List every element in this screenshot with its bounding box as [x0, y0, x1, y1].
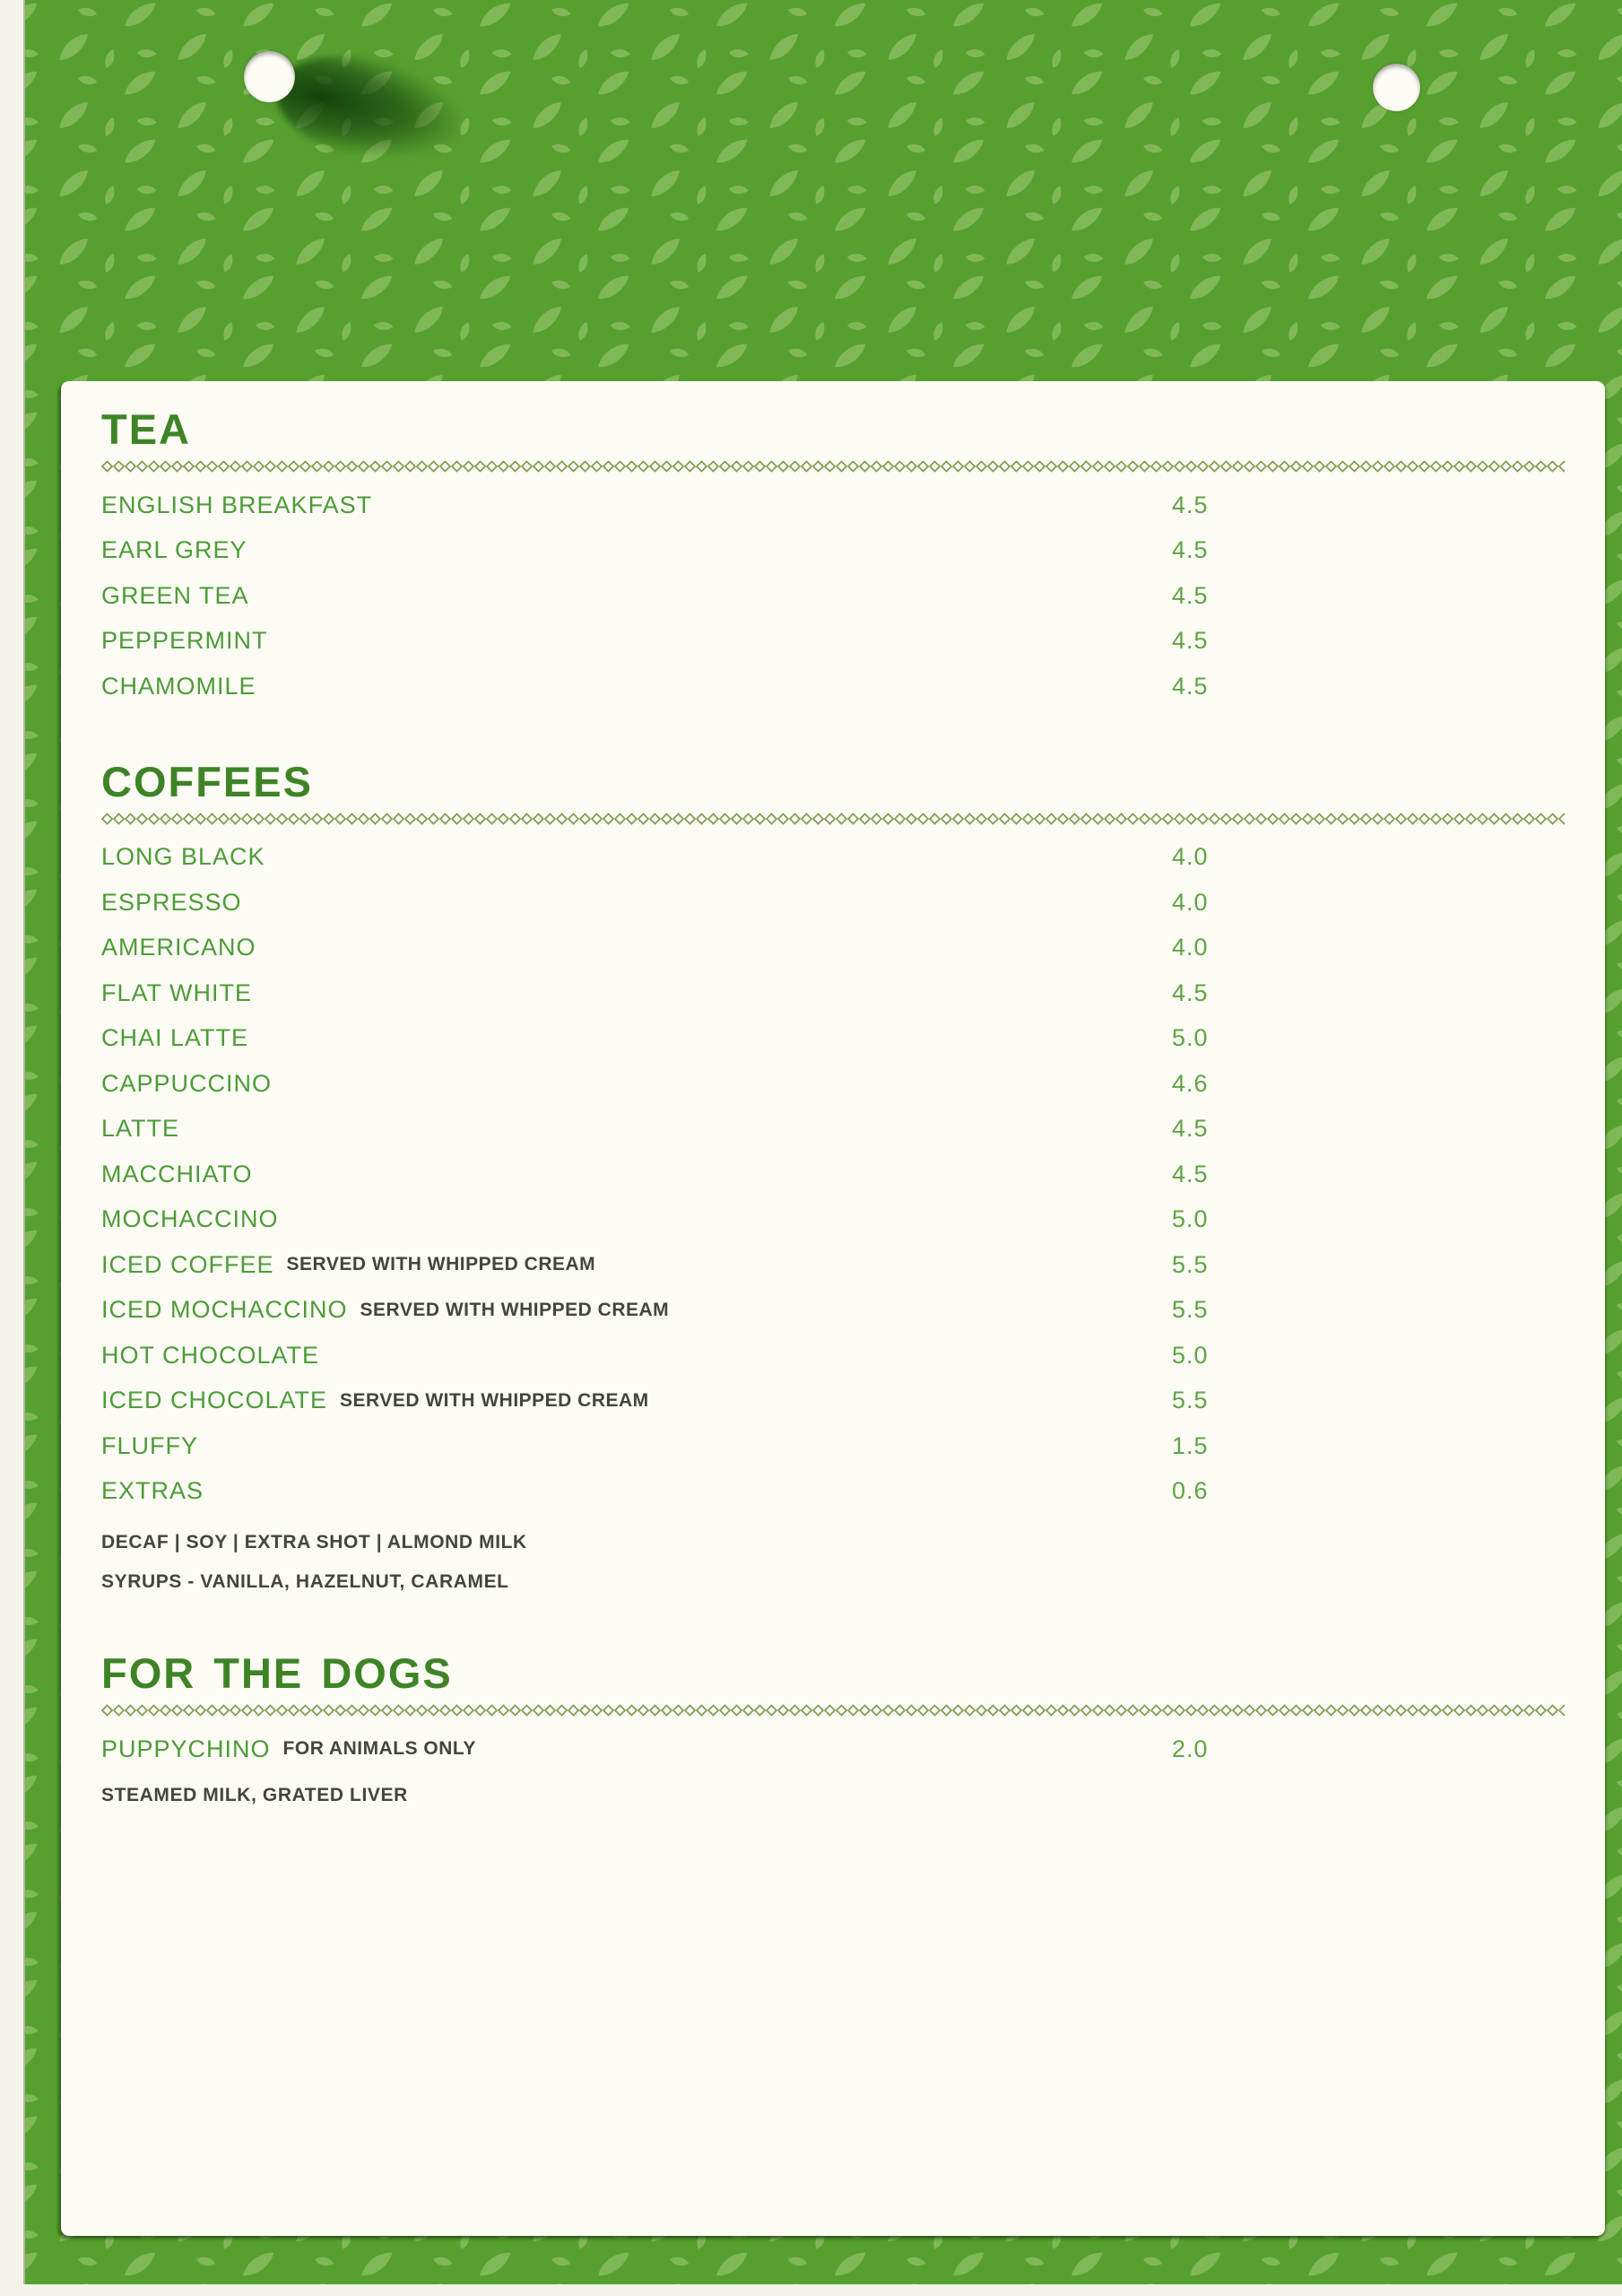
item-price: 4.6 — [1172, 1069, 1209, 1097]
item-price: 4.5 — [1172, 491, 1209, 518]
item-note: SERVED WITH WHIPPED CREAM — [360, 1299, 670, 1320]
item-price: 5.0 — [1172, 1341, 1209, 1369]
item-name: LONG BLACK — [101, 843, 265, 871]
section-footnote: DECAF | SOY | EXTRA SHOT | ALMOND MILK — [101, 1532, 527, 1552]
item-name: MOCHACCINO — [101, 1205, 279, 1233]
item-price: 0.6 — [1172, 1477, 1209, 1505]
menu-item-green-tea — [101, 573, 1565, 619]
section-footnotes — [101, 1776, 1565, 1815]
item-name: HOT CHOCOLATE — [101, 1341, 320, 1369]
menu-item-extras — [101, 1469, 1565, 1515]
item-price: 4.5 — [1172, 1115, 1209, 1143]
item-price: 5.0 — [1172, 1205, 1209, 1233]
menu-item-chai-latte — [101, 1016, 1565, 1062]
scan-page-edge-bottom — [0, 2284, 1622, 2296]
menu-card — [61, 381, 1605, 2236]
item-price: 1.5 — [1172, 1431, 1209, 1459]
item-price: 4.5 — [1172, 672, 1209, 700]
item-name: CHAMOMILE — [101, 672, 256, 700]
item-name: LATTE — [101, 1115, 180, 1143]
item-name: FLUFFY — [101, 1431, 199, 1459]
item-name: AMERICANO — [101, 934, 256, 961]
menu-section-for-the-dogs — [101, 1649, 1565, 1815]
section-title: FOR THE DOGS — [101, 1649, 453, 1697]
menu-item-americano — [101, 926, 1565, 971]
item-name: PEPPERMINT — [101, 627, 268, 655]
menu-item-puppychino — [101, 1726, 1565, 1772]
item-price: 4.0 — [1172, 843, 1209, 871]
menu-item-english-breakfast — [101, 483, 1565, 528]
item-price: 5.5 — [1172, 1387, 1209, 1414]
item-name: EARL GREY — [101, 536, 247, 564]
menu-item-latte — [101, 1107, 1565, 1152]
menu-item-iced-chocolate — [101, 1378, 1565, 1424]
diamond-divider — [101, 1703, 1565, 1718]
menu-item-hot-chocolate — [101, 1333, 1565, 1378]
menu-section-tea — [101, 405, 1565, 709]
item-name: GREEN TEA — [101, 581, 249, 609]
item-name: EXTRAS — [101, 1477, 204, 1505]
item-name: ICED MOCHACCINO — [101, 1296, 348, 1324]
item-note: FOR ANIMALS ONLY — [282, 1738, 476, 1760]
menu-item-mochaccino — [101, 1197, 1565, 1243]
item-name: ESPRESSO — [101, 888, 242, 916]
item-name: ICED CHOCOLATE — [101, 1387, 328, 1414]
section-items — [101, 1726, 1565, 1772]
section-footnote: STEAMED MILK, GRATED LIVER — [101, 1784, 408, 1805]
item-name: ENGLISH BREAKFAST — [101, 491, 373, 518]
item-price: 4.5 — [1172, 581, 1209, 609]
item-name: CAPPUCCINO — [101, 1069, 273, 1097]
item-price: 5.0 — [1172, 1024, 1209, 1052]
item-name: ICED COFFEE — [101, 1250, 274, 1278]
item-price: 5.5 — [1172, 1250, 1209, 1278]
section-footnotes — [101, 1523, 1565, 1602]
item-price: 4.5 — [1172, 536, 1209, 564]
menu-item-iced-coffee — [101, 1242, 1565, 1288]
menu-item-flat-white — [101, 970, 1565, 1016]
menu-item-iced-mochaccino — [101, 1288, 1565, 1334]
section-title: COFFEES — [101, 757, 313, 805]
item-price: 4.5 — [1172, 627, 1209, 655]
scan-page-edge-left — [0, 0, 25, 2296]
item-note: SERVED WITH WHIPPED CREAM — [340, 1389, 649, 1411]
item-name: FLAT WHITE — [101, 978, 253, 1006]
item-price: 4.5 — [1172, 1160, 1209, 1187]
menu-section-coffees — [101, 757, 1565, 1603]
punch-hole-left — [244, 51, 295, 102]
section-footnote: SYRUPS - VANILLA, HAZELNUT, CARAMEL — [101, 1571, 509, 1592]
item-name: PUPPYCHINO — [101, 1735, 271, 1762]
item-name: MACCHIATO — [101, 1160, 253, 1187]
diamond-divider — [101, 812, 1565, 826]
menu-item-macchiato — [101, 1152, 1565, 1197]
item-price: 4.5 — [1172, 978, 1209, 1006]
menu-item-fluffy — [101, 1423, 1565, 1469]
item-price: 4.0 — [1172, 888, 1209, 916]
section-items — [101, 483, 1565, 709]
item-price: 2.0 — [1172, 1735, 1209, 1762]
diamond-divider — [101, 459, 1565, 474]
menu-item-peppermint — [101, 619, 1565, 665]
item-note: SERVED WITH WHIPPED CREAM — [286, 1254, 596, 1275]
menu-item-earl-grey — [101, 528, 1565, 574]
section-items — [101, 835, 1565, 1515]
item-name: CHAI LATTE — [101, 1024, 249, 1052]
menu-item-chamomile — [101, 664, 1565, 709]
item-price: 4.0 — [1172, 934, 1209, 961]
item-price: 5.5 — [1172, 1296, 1209, 1324]
punch-hole-right — [1373, 64, 1420, 111]
menu-item-long-black — [101, 835, 1565, 881]
section-title: TEA — [101, 405, 191, 453]
menu-item-espresso — [101, 880, 1565, 926]
menu-item-cappuccino — [101, 1061, 1565, 1107]
